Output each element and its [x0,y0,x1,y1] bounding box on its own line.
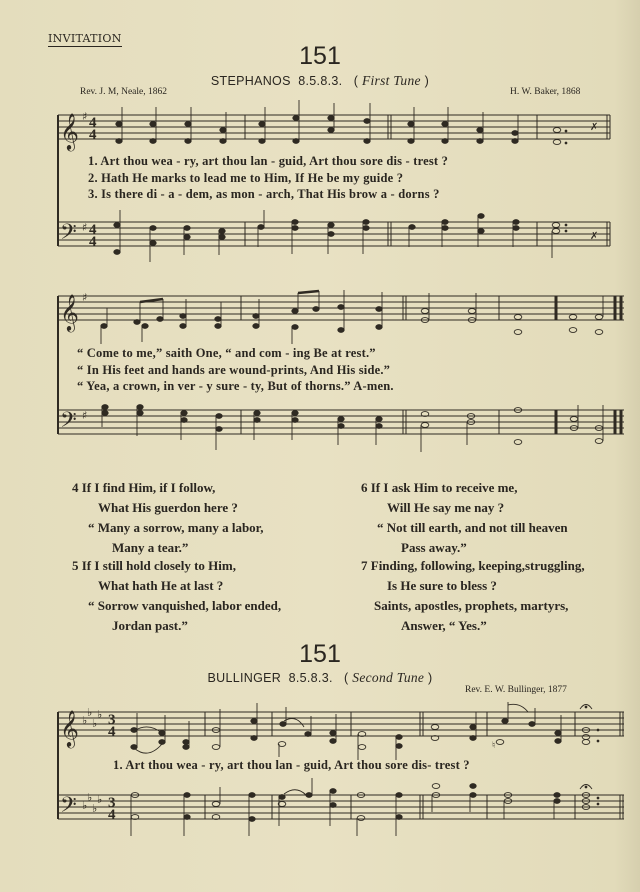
svg-text:♭: ♭ [87,706,93,719]
verse-line: What hath He at last ? [98,578,224,593]
verse-line: If I ask Him to receive me, [370,480,518,495]
lyric-line-verse-3: 3. Is there di - a - dem, as mon - arch, That His brow a - dorns ? [88,187,440,201]
svg-text:4: 4 [89,115,97,131]
svg-text:♭: ♭ [87,791,93,804]
svg-text:𝄞: 𝄞 [60,293,79,331]
svg-text:3: 3 [108,712,116,728]
verse-line: “ Sorrow vanquished, labor ended, [88,598,282,613]
verse-number: 5 [72,558,79,573]
svg-text:𝄞: 𝄞 [60,709,79,747]
lyric-line-refrain-1: “ Come to me,” saith One, “ and com - ing Be at rest.” [77,346,376,360]
svg-text:4: 4 [89,234,97,250]
svg-text:♭: ♭ [97,793,103,806]
verse-line: Is He sure to bless ? [387,578,497,593]
tune-meter: 8.5.8.3. [298,74,343,88]
verse-line: If I still hold closely to Him, [81,558,236,573]
svg-text:4: 4 [108,724,116,740]
svg-text:♭: ♭ [92,802,98,815]
verse-line: If I find Him, if I follow, [81,480,216,495]
svg-text:4: 4 [89,127,97,143]
lyric-line-refrain-2: “ In His feet and hands are wound-prints, And His side.” [77,363,391,377]
svg-text:♭: ♭ [92,717,98,730]
lyric-line-verse-2: 2. Hath He marks to lead me to Him, If He be my guide ? [88,171,404,185]
svg-text:♭: ♭ [82,799,88,812]
verse-number: 4 [72,480,79,495]
svg-text:𝄢: 𝄢 [60,408,77,438]
verse-4 [72,478,264,558]
svg-text:✗: ✗ [590,122,599,133]
verse-7 [361,556,585,636]
verse-line: Finding, following, keeping,struggling, [370,558,585,573]
hymn-number-second: 151 [299,640,341,668]
svg-text:𝄢: 𝄢 [60,793,77,823]
tune-label: First Tune [361,73,421,88]
verse-5 [72,556,281,636]
verse-line: Saints, apostles, prophets, martyrs, [374,598,569,613]
lyric-line-second-tune-verse-1: 1. Art thou wea - ry, art thou lan - guid, Art thou sore dis- trest ? [113,758,470,772]
section-heading: INVITATION [48,32,122,45]
verse-6 [361,478,568,558]
verse-line: Answer, “ Yes.” [401,618,487,633]
verse-number: 7 [361,558,368,573]
svg-text:♭: ♭ [97,708,103,721]
svg-text:4: 4 [89,222,97,238]
svg-text:3: 3 [108,795,116,811]
verse-line: What His guerdon here ? [98,500,238,515]
svg-text:✗: ✗ [590,231,599,242]
hymn-number-first: 151 [299,42,341,70]
svg-text:𝄞: 𝄞 [60,112,79,150]
svg-text:4: 4 [108,807,116,823]
verse-line: “ Not till earth, and not till heaven [377,520,568,535]
tune-name: STEPHANOS [210,74,291,88]
verse-line: Will He say me nay ? [387,500,505,515]
verse-line: Many a tear.” [112,540,189,555]
tune-title-second: BULLINGER 8.5.8.3. ( Second Tune ) [207,670,433,685]
music-credit-second: Rev. E. W. Bullinger, 1877 [465,685,567,695]
music-credit-first: H. W. Baker, 1868 [510,87,581,97]
lyric-line-refrain-3: “ Yea, a crown, in ver - y sure - ty, But of thorns.” A-men. [77,379,394,393]
lyric-line-verse-1: 1. Art thou wea - ry, art thou lan - guid, Art thou sore dis - trest ? [88,154,449,168]
svg-text:𝄢: 𝄢 [60,220,77,250]
svg-text:♯: ♯ [82,291,88,304]
svg-text:♯: ♯ [82,409,88,422]
svg-text:♭: ♭ [82,714,88,727]
verse-line: “ Many a sorrow, many a labor, [88,520,264,535]
words-credit-first: Rev. J. M, Neale, 1862 [80,87,167,97]
verse-line: Jordan past.” [112,618,188,633]
svg-text:♮: ♮ [492,741,496,751]
verse-number: 6 [361,480,368,495]
svg-text:♯: ♯ [82,110,88,123]
tune-meter: 8.5.8.3. [288,671,333,685]
tune-title-first: STEPHANOS 8.5.8.3. ( First Tune ) [210,73,430,88]
tune-label: Second Tune [352,670,425,685]
tune-name: BULLINGER [207,671,282,685]
svg-text:♯: ♯ [82,221,88,234]
verse-line: Pass away.” [401,540,467,555]
